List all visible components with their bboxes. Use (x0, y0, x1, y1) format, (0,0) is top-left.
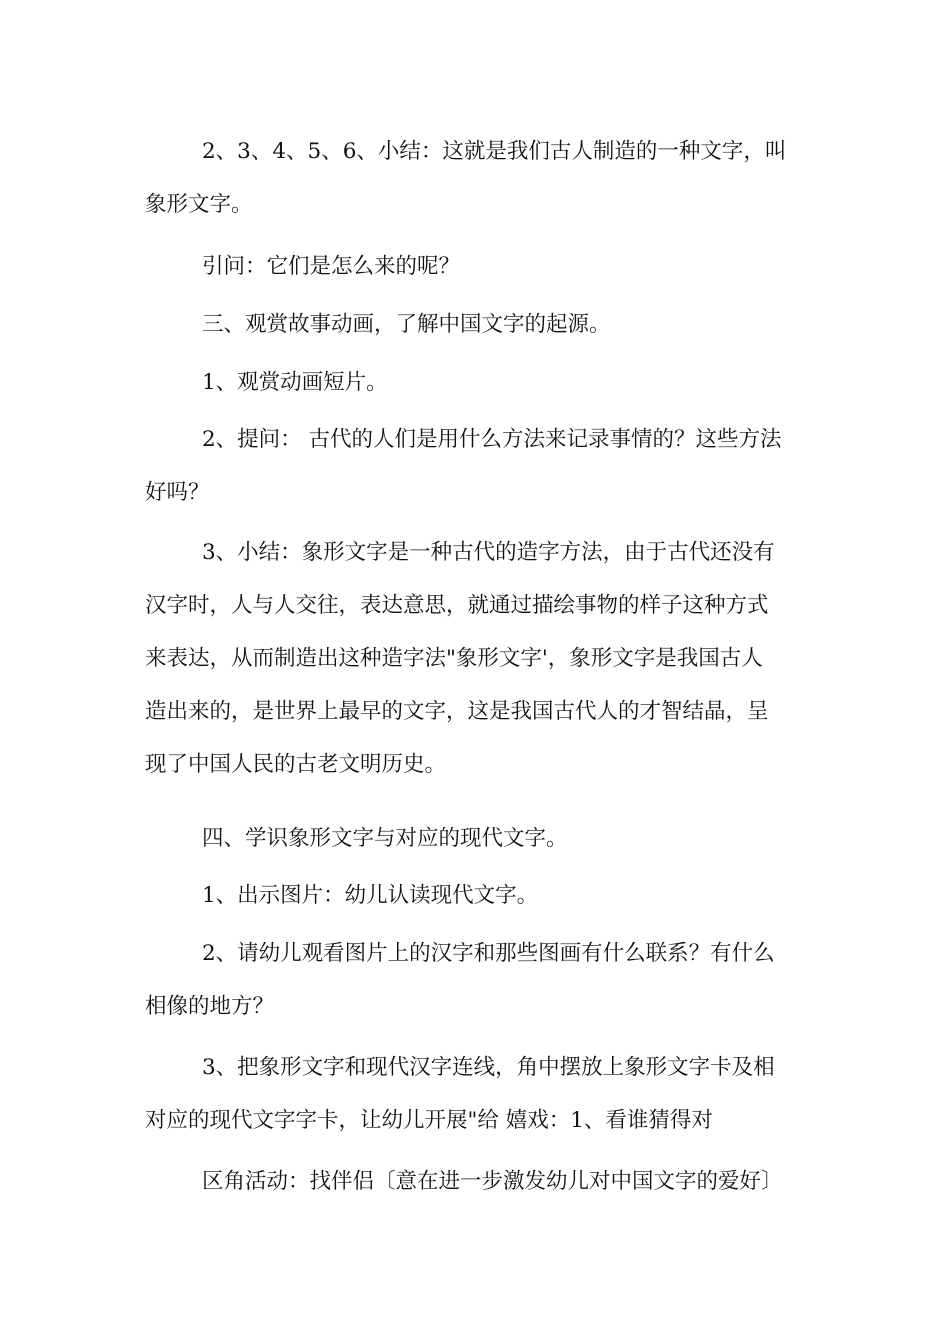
section-heading-3 (145, 298, 810, 351)
text-line: 好吗？ (145, 480, 210, 505)
section-heading-4 (145, 812, 810, 865)
text-line: 汉字时，人与人交往，表达意思，就通过描绘事物的样子这种方式 (145, 593, 769, 618)
paragraph-question (145, 240, 810, 293)
text-line: 2、请幼儿观看图片上的汉字和那些图画有什么联系？有什么 (202, 941, 775, 966)
text-line: 2、3、4、5、6、小结：这就是我们古人制造的一种文字，叫 (202, 139, 787, 164)
text-line: 3、把象形文字和现代汉字连线，角中摆放上象形文字卡及相 (202, 1055, 775, 1080)
list-item-1b (145, 869, 810, 922)
text-line: 引问：它们是怎么来的呢？ (202, 254, 461, 279)
text-line: 造出来的，是世界上最早的文字，这是我国古代人的才智结晶，呈 (145, 699, 769, 724)
text-line: 三、观赏故事动画，了解中国文字的起源。 (202, 312, 611, 337)
list-item-1 (145, 356, 810, 409)
text-line: 2、提问： 古代的人们是用什么方法来记录事情的？这些方法 (202, 427, 782, 452)
text-line: 区角活动：找伴侣〔意在进一步激发幼儿对中国文字的爱好〕 (202, 1169, 783, 1194)
text-line: 1、出示图片：幼儿认读现代文字。 (202, 883, 539, 908)
text-line: 来表达，从而制造出这种造字法"象形文字'，象形文字是我国古人 (145, 646, 763, 671)
list-item-2 (145, 413, 810, 519)
list-item-3-summary (145, 526, 810, 791)
text-line: 3、小结：象形文字是一种古代的造字方法，由于古代还没有 (202, 540, 775, 565)
paragraph-summary-2-6 (145, 125, 810, 231)
list-item-3b (145, 1041, 810, 1147)
text-line: 现了中国人民的古老文明历史。 (145, 752, 447, 777)
text-line: 1、观赏动画短片。 (202, 370, 388, 395)
text-line: 对应的现代文字字卡，让幼儿开展"给 嬉戏：1、看谁猜得对 (145, 1108, 713, 1133)
list-item-2b (145, 927, 810, 1033)
text-line: 相像的地方？ (145, 994, 275, 1019)
text-line: 象形文字。 (145, 192, 253, 217)
area-activity (145, 1155, 810, 1208)
text-line: 四、学识象形文字与对应的现代文字。 (202, 826, 568, 851)
